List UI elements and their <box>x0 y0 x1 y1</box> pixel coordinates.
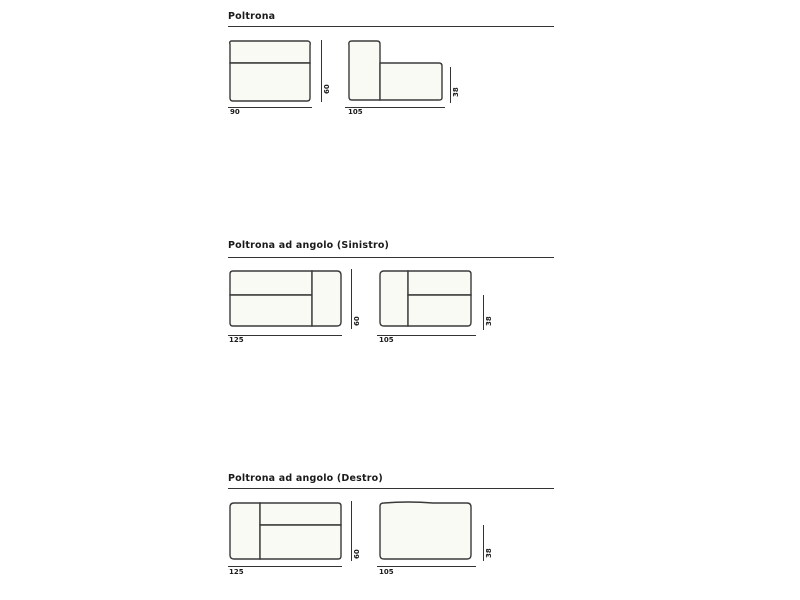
side-seat <box>408 295 471 326</box>
height-dimension-line <box>483 525 484 561</box>
side-back-cushion <box>408 271 471 295</box>
section-title: Poltrona <box>228 11 276 22</box>
side-width-label: 105 <box>348 108 363 116</box>
side-width-label: 105 <box>379 568 394 576</box>
section-poltrona-angolo-destro <box>228 473 554 583</box>
side-backrest <box>380 271 408 326</box>
side-seat <box>380 63 442 100</box>
depth-label: 60 <box>323 84 331 94</box>
side-backrest <box>349 41 380 100</box>
section-poltrona <box>228 11 554 121</box>
side-view-drawing <box>228 240 558 350</box>
side-width-dimension-line <box>377 566 476 567</box>
width-label: 90 <box>230 108 240 116</box>
height-dimension-line <box>483 295 484 330</box>
depth-label: 60 <box>353 316 361 326</box>
width-label: 125 <box>229 336 244 344</box>
section-poltrona-angolo-sinistro <box>228 240 554 350</box>
side-body <box>380 502 471 559</box>
height-label: 38 <box>485 548 493 558</box>
height-label: 38 <box>452 87 460 97</box>
height-dimension-line <box>450 67 451 103</box>
section-title: Poltrona ad angolo (Destro) <box>228 473 383 484</box>
depth-label: 60 <box>353 549 361 559</box>
height-label: 38 <box>485 316 493 326</box>
width-label: 125 <box>229 568 244 576</box>
side-width-label: 105 <box>379 336 394 344</box>
side-view-drawing <box>228 11 558 121</box>
section-title: Poltrona ad angolo (Sinistro) <box>228 240 390 251</box>
